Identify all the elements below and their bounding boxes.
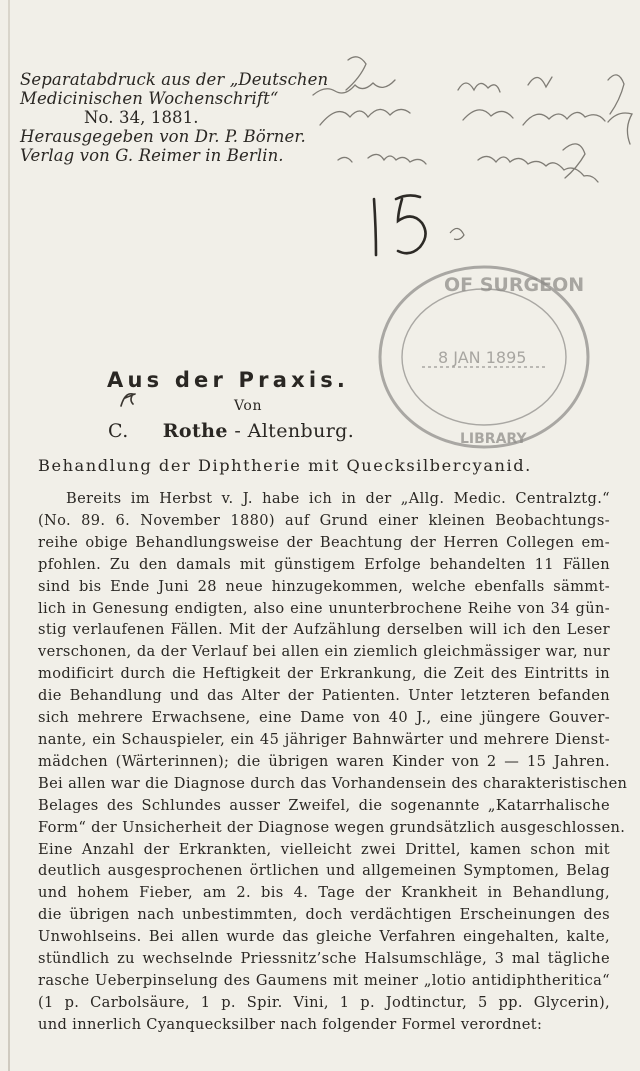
reprint-line: Separatabdruck aus der „Deutschen [20,70,329,89]
body-line: stig verlaufenen Fällen. Mit der Aufzählung derselben will ich den Leser [38,621,610,639]
body-line: und hohem Fieber, am 2. bis 4. Tage der Krankheit in Behandlung, [38,884,610,902]
article-subtitle: Behandlung der Diphtherie mit Quecksilbercyanid. [38,456,532,475]
author-initial: C. [108,420,129,442]
stamp-top-text: OF SURGEON [444,274,585,296]
body-line: stündlich zu wechselnde Priessnitz’sche Halsumschläge, 3 mal tägliche [38,950,610,968]
body-line: Unwohlseins. Bei allen wurde das gleiche Verfahren eingehalten, kalte, [38,928,610,946]
reprint-issue: No. 34, 1881. [84,108,199,127]
body-line: Bereits im Herbst v. J. habe ich in der „Allg. Medic. Centralztg.“ [66,490,610,507]
body-line: reihe obige Behandlungsweise der Beachtung der Herren Collegen em- [38,533,610,551]
stamp-center-text: 8 JAN 1895 [438,348,527,367]
body-line: und innerlich Cyanquecksilber nach folgender Formel verordnet: [38,1015,543,1033]
author-line [108,420,354,442]
reprint-publisher: Verlag von G. Reimer in Berlin. [20,146,284,165]
body-line: Eine Anzahl der Erkrankten, vielleicht zwei Drittel, kamen schon mit [38,840,610,858]
body-line: die Behandlung und das Alter der Patienten. Unter letzteren befanden [38,687,610,705]
body-line: Bei allen war die Diagnose durch das Vorhandensein des charakteristischen [38,774,628,792]
page-edge-shadow [8,0,10,1071]
article-body [38,488,628,1036]
body-line: modificirt durch die Heftigkeit der Erkrankung, die Zeit des Eintritts in [38,665,610,683]
reprint-editor: Herausgegeben von Dr. P. Börner. [20,127,306,146]
library-stamp [352,255,607,460]
body-line: (No. 89. 6. November 1880) auf Grund einer kleinen Beobachtungs- [38,511,610,529]
body-line: lich in Genesung endigten, also eine ununterbrochene Reihe von 34 gün- [38,599,610,617]
body-line: Belages des Schlundes ausser Zweifel, die sogenannte „Katarrhalische [38,796,610,814]
body-line: verschonen, da der Verlauf bei allen ein ziemlich gleichmässiger war, nur [38,643,610,661]
reprint-note [20,70,329,165]
body-line: rasche Ueberpinselung des Gaumens mit meiner „lotio antidiphtheritica“ [38,971,610,989]
body-line: nante, ein Schauspieler, ein 45 jähriger Bahnwärter und mehrere Dienst- [38,730,610,748]
body-line: pfohlen. Zu den damals mit günstigem Erfolge behandelten 11 Fällen [38,555,610,573]
handwritten-number [368,185,478,265]
from-label: Von [234,398,263,414]
author-name: Rothe [162,420,228,442]
section-title: Aus der Praxis. [107,368,350,392]
body-line: deutlich ausgesprochenen örtlichen und allgemeinen Symptomen, Belag [38,862,610,880]
stamp-bottom-text: LIBRARY [460,431,527,447]
small-handwritten-mark [115,386,143,414]
body-line: (1 p. Carbolsäure, 1 p. Spir. Vini, 1 p. Jodtinctur, 5 pp. Glycerin), [38,993,610,1011]
body-line: sich mehrere Erwachsene, eine Dame von 40 J., eine jüngere Gouver- [38,709,610,727]
body-line: die übrigen nach unbestimmten, doch verdächtigen Erscheinungen des [38,906,610,924]
author-place: - Altenburg. [227,420,355,442]
body-line: Form“ der Unsicherheit der Diagnose wegen grundsätzlich ausgeschlossen. [38,818,626,836]
reprint-line: Medicinischen Wochenschrift“ [20,89,279,108]
body-line: sind bis Ende Juni 28 neue hinzugekommen, welche ebenfalls sämmt- [38,577,610,595]
body-line: mädchen (Wärterinnen); die übrigen waren Kinder von 2 — 15 Jahren. [38,752,610,770]
